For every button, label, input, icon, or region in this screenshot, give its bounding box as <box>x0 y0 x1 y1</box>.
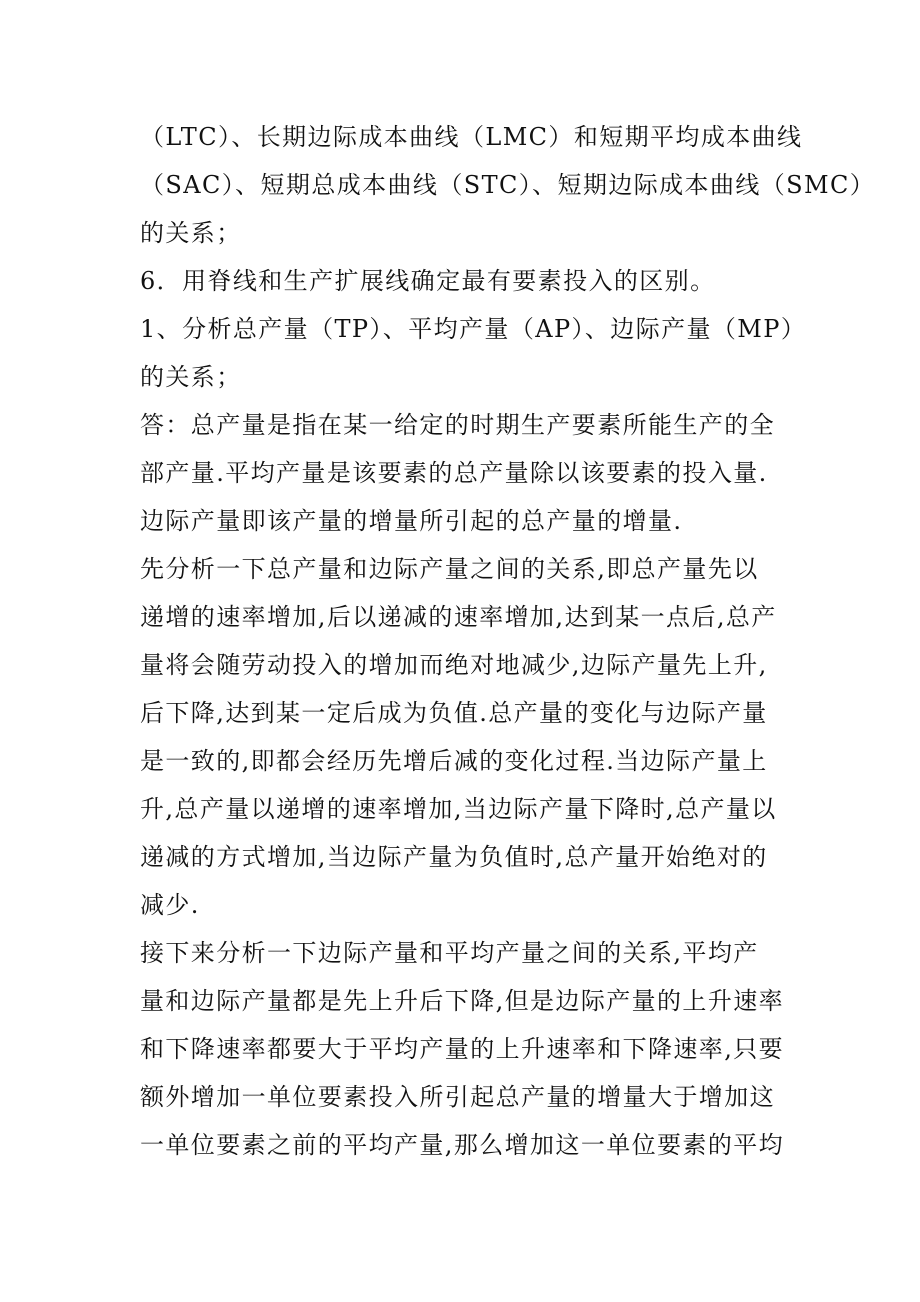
text-line: 递减的方式增加,当边际产量为负值时,总产量开始绝对的 <box>140 843 768 871</box>
text-line: 的关系； <box>140 219 242 247</box>
text-line: 部产量.平均产量是该要素的总产量除以该要素的投入量. <box>140 459 768 487</box>
text-line: 边际产量即该产量的增量所引起的总产量的增量. <box>140 507 683 535</box>
answer-line: 答：总产量是指在某一给定的时期生产要素所能生产的全 <box>140 411 775 439</box>
body-text <box>140 113 876 1169</box>
text-line: 先分析一下总产量和边际产量之间的关系,即总产量先以 <box>140 555 759 583</box>
question-6-line: 6．用脊线和生产扩展线确定最有要素投入的区别。 <box>140 267 716 295</box>
text-line: 量和边际产量都是先上升后下降,但是边际产量的上升速率 <box>140 987 785 1015</box>
text-line: 量将会随劳动投入的增加而绝对地减少,边际产量先上升, <box>140 651 768 679</box>
question-1-line: 1、分析总产量（TP）、平均产量（AP）、边际产量（MP） <box>140 315 807 343</box>
text-line: 的关系； <box>140 363 242 391</box>
text-line: 升,总产量以递增的速率增加,当边际产量下降时,总产量以 <box>140 795 777 823</box>
text-line: 减少. <box>140 891 200 919</box>
text-line: 递增的速率增加,后以递减的速率增加,达到某一点后,总产 <box>140 603 777 631</box>
text-line: （LTC）、长期边际成本曲线（LMC）和短期平均成本曲线 <box>140 123 803 151</box>
text-line: 接下来分析一下边际产量和平均产量之间的关系,平均产 <box>140 939 759 967</box>
text-line: （SAC）、短期总成本曲线（STC）、短期边际成本曲线（SMC） <box>140 171 876 199</box>
text-line: 是一致的,即都会经历先增后减的变化过程.当边际产量上 <box>140 747 768 775</box>
text-line: 和下降速率都要大于平均产量的上升速率和下降速率,只要 <box>140 1035 785 1063</box>
text-line: 后下降,达到某一定后成为负值.总产量的变化与边际产量 <box>140 699 768 727</box>
text-line: 额外增加一单位要素投入所引起总产量的增量大于增加这 <box>140 1083 775 1111</box>
text-line: 一单位要素之前的平均产量,那么增加这一单位要素的平均 <box>140 1131 785 1159</box>
